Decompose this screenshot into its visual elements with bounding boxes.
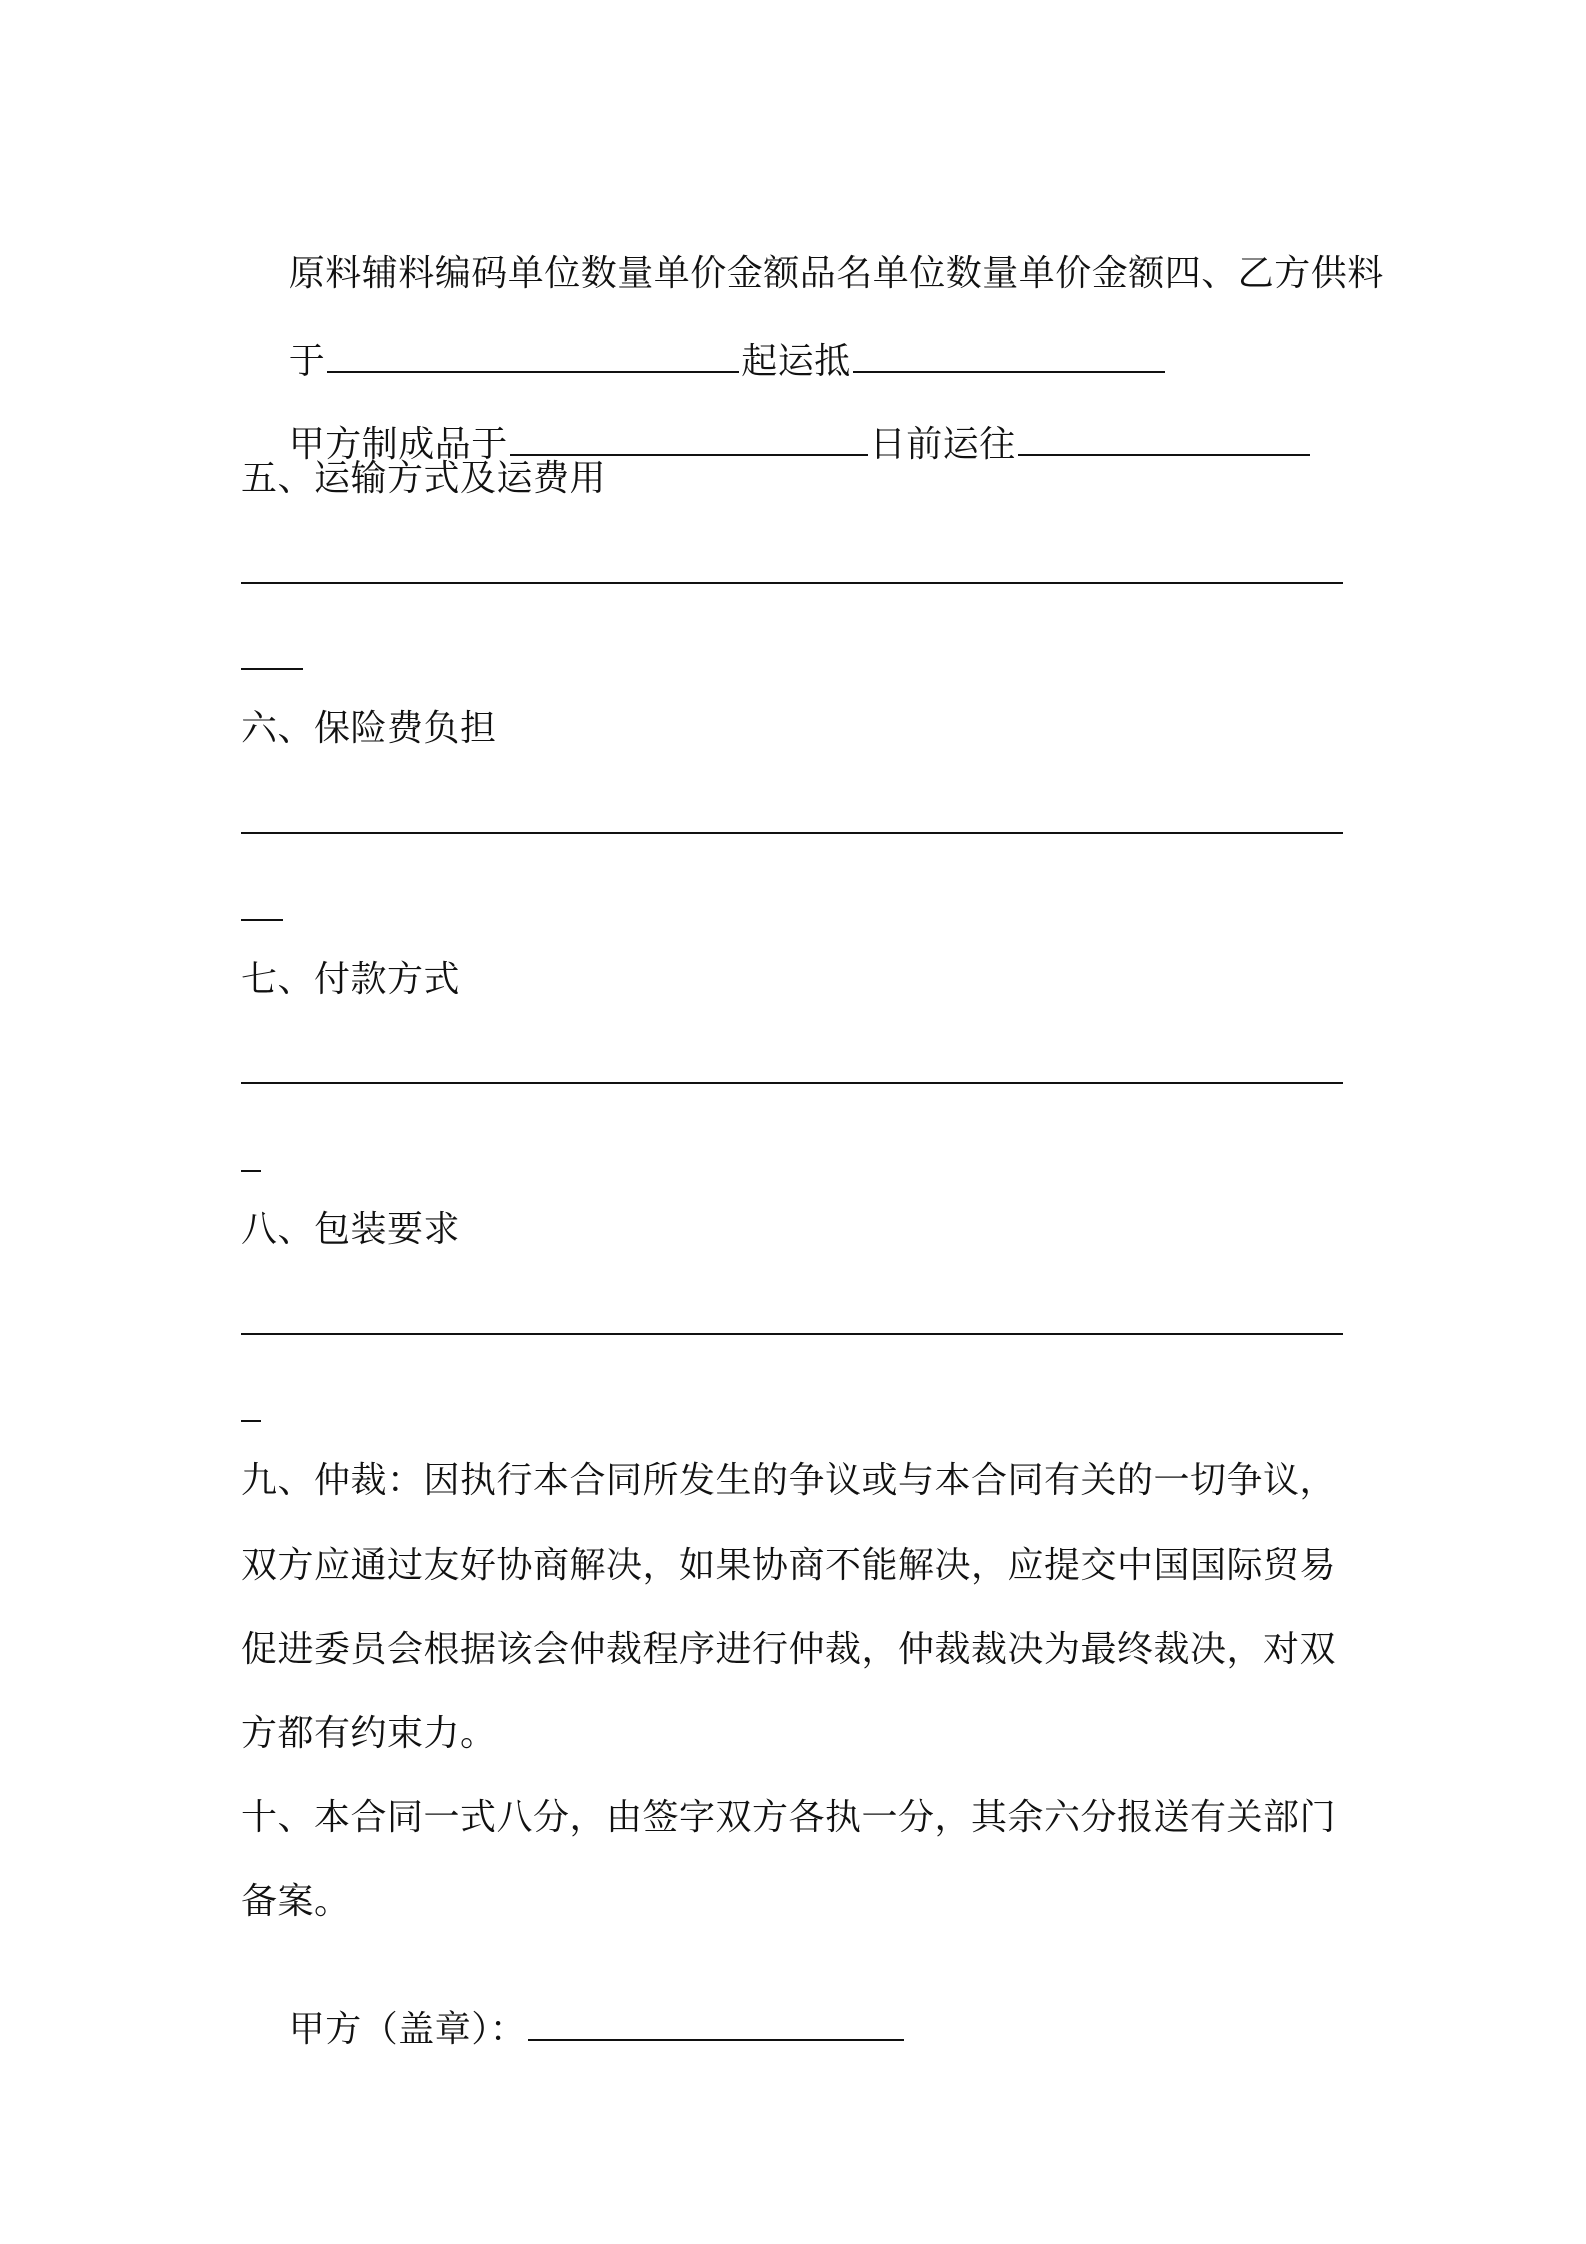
section-6-fill-line[interactable]	[241, 832, 1343, 834]
delivery-prefix: 甲方制成品于	[288, 424, 508, 465]
section-9-line-1: 九、仲裁：因执行本合同所发生的争议或与本合同有关的一切争议，	[241, 1460, 1337, 1501]
section-8-title: 八、包装要求	[241, 1209, 461, 1250]
party-a-seal-blank[interactable]	[528, 2009, 904, 2041]
section-9-line-3: 促进委员会根据该会仲裁程序进行仲裁，仲裁裁决为最终裁决，对双	[241, 1629, 1337, 1670]
section-10-line-2: 备案。	[241, 1881, 351, 1922]
section-9-line-2: 双方应通过友好协商解决，如果协商不能解决，应提交中国国际贸易	[241, 1545, 1337, 1586]
delivery-destination-blank[interactable]	[1018, 424, 1310, 456]
section-9-line-4: 方都有约束力。	[241, 1713, 497, 1754]
section-7-title: 七、付款方式	[241, 959, 461, 1000]
party-a-label: 甲方（盖章）：	[288, 2009, 527, 2050]
delivery-mid: 日前运往	[869, 424, 1016, 465]
section-5-fill-line-tail[interactable]	[241, 668, 303, 670]
section-6-fill-line-tail[interactable]	[241, 919, 283, 921]
supply-prefix: 于	[288, 341, 326, 382]
section-7-fill-line[interactable]	[241, 1082, 1343, 1084]
supply-date-blank[interactable]	[327, 341, 739, 373]
section-10-line-1: 十、本合同一式八分，由签字双方各执一分，其余六分报送有关部门	[241, 1797, 1337, 1838]
section-5-fill-line[interactable]	[241, 582, 1343, 584]
party-a-signature-line	[241, 1964, 906, 2096]
supply-destination-blank[interactable]	[853, 341, 1165, 373]
supply-mid: 起运抵	[741, 341, 851, 382]
section-8-fill-line[interactable]	[241, 1333, 1343, 1335]
section-5-title: 五、运输方式及运费用	[241, 458, 607, 499]
section-7-fill-line-tail[interactable]	[241, 1170, 261, 1172]
section-8-fill-line-tail[interactable]	[241, 1420, 261, 1422]
section-6-title: 六、保险费负担	[241, 708, 497, 749]
materials-text: 原料辅料编码单位数量单价金额品名单位数量单价金额四、乙方供料	[288, 253, 1384, 294]
delivery-date-blank[interactable]	[510, 424, 868, 456]
